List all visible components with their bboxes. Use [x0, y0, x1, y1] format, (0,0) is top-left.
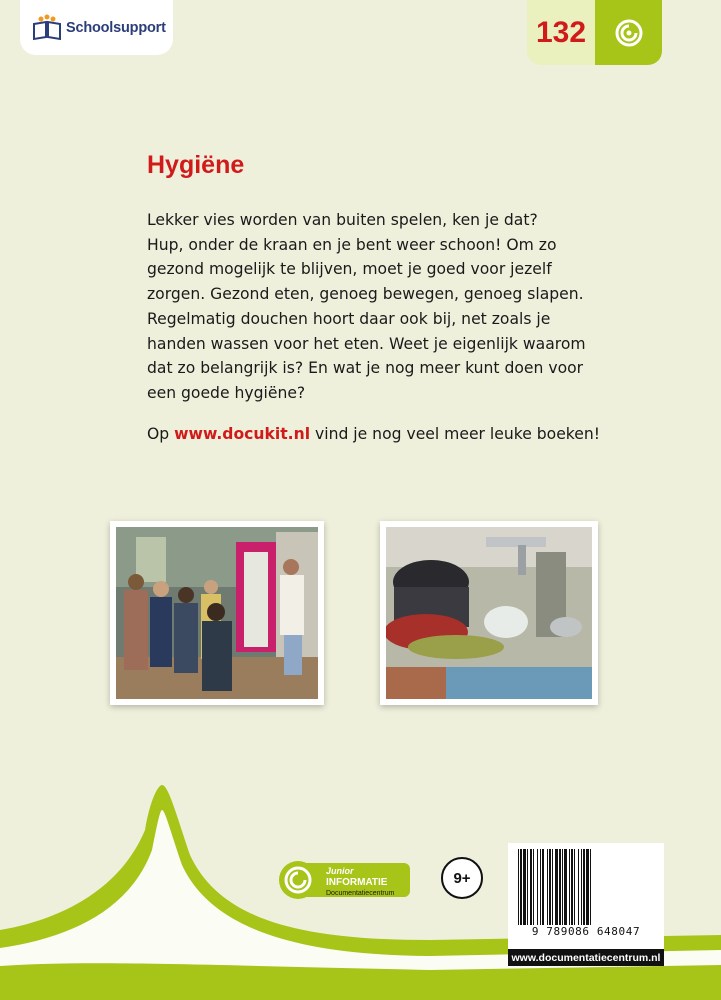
publisher-logo — [20, 0, 173, 55]
barcode-bar — [518, 849, 519, 925]
barcode-bar — [547, 849, 548, 925]
barcode-bar — [540, 849, 541, 925]
page-title: Hygiëne — [147, 151, 245, 179]
barcode-bar — [586, 849, 589, 925]
barcode-bar — [583, 849, 585, 925]
barcode-bar — [523, 849, 526, 925]
intro-line: Regelmatig douchen hoort daar ook bij, net zoals je — [147, 309, 551, 328]
call-to-action — [147, 425, 600, 443]
barcode-bar — [527, 849, 528, 925]
barcode-bar — [590, 849, 591, 925]
barcode — [508, 843, 664, 949]
series-number-tab — [527, 0, 662, 65]
barcode-bar — [578, 849, 579, 925]
cta-after: vind je nog veel meer leuke boeken! — [310, 425, 600, 443]
barcode-bar — [581, 849, 582, 925]
website-url: www.documentatiecentrum.nl — [508, 949, 664, 966]
barcode-bar — [552, 849, 553, 925]
barcode-bar — [571, 849, 573, 925]
book-logo-icon — [32, 14, 62, 42]
barcode-bar — [559, 849, 561, 925]
barcode-bars — [518, 849, 654, 925]
docukit-link[interactable]: www.docukit.nl — [174, 425, 311, 443]
intro-line: een goede hygiëne? — [147, 383, 306, 402]
barcode-bar — [569, 849, 570, 925]
barcode-bar — [530, 849, 532, 925]
barcode-bar — [574, 849, 575, 925]
intro-line: gezond mogelijk te blijven, moet je goed voor jezelf — [147, 260, 552, 279]
barcode-bar — [537, 849, 538, 925]
barcode-bar — [564, 849, 567, 925]
isbn-number: 9 789086 648047 — [531, 925, 641, 938]
intro-text — [147, 208, 587, 406]
intro-line: handen wassen voor het eten. Weet je eigenlijk waarom — [147, 334, 586, 353]
junior-informatie-logo — [278, 860, 410, 900]
barcode-bar — [555, 849, 558, 925]
intro-line: dat zo belangrijk is? En wat je nog meer kunt doen voor — [147, 359, 584, 378]
series-logo-line2: INFORMATIE — [326, 877, 388, 888]
series-logo-line1: Junior — [326, 866, 354, 876]
series-number: 132 — [527, 0, 595, 65]
intro-line: Hup, onder de kraan en je bent weer schoon! Om zo — [147, 235, 557, 254]
intro-line: Lekker vies worden van buiten spelen, ken je dat? — [147, 211, 538, 229]
age-badge: 9+ — [441, 857, 483, 899]
barcode-bar — [542, 849, 544, 925]
barcode-bar — [549, 849, 551, 925]
series-logo-line3: Documentatiecentrum — [326, 890, 395, 897]
photo-classroom-handwashing — [110, 521, 324, 705]
barcode-bar — [562, 849, 563, 925]
barcode-bar — [520, 849, 522, 925]
publisher-name: Schoolsupport — [66, 19, 166, 36]
barcode-bar — [533, 849, 534, 925]
intro-line: zorgen. Gezond eten, genoeg bewegen, genoeg slapen. — [147, 285, 584, 304]
spiral-icon — [595, 0, 662, 65]
photo-dirty-dishes-sink — [380, 521, 598, 705]
cta-before: Op — [147, 425, 175, 443]
